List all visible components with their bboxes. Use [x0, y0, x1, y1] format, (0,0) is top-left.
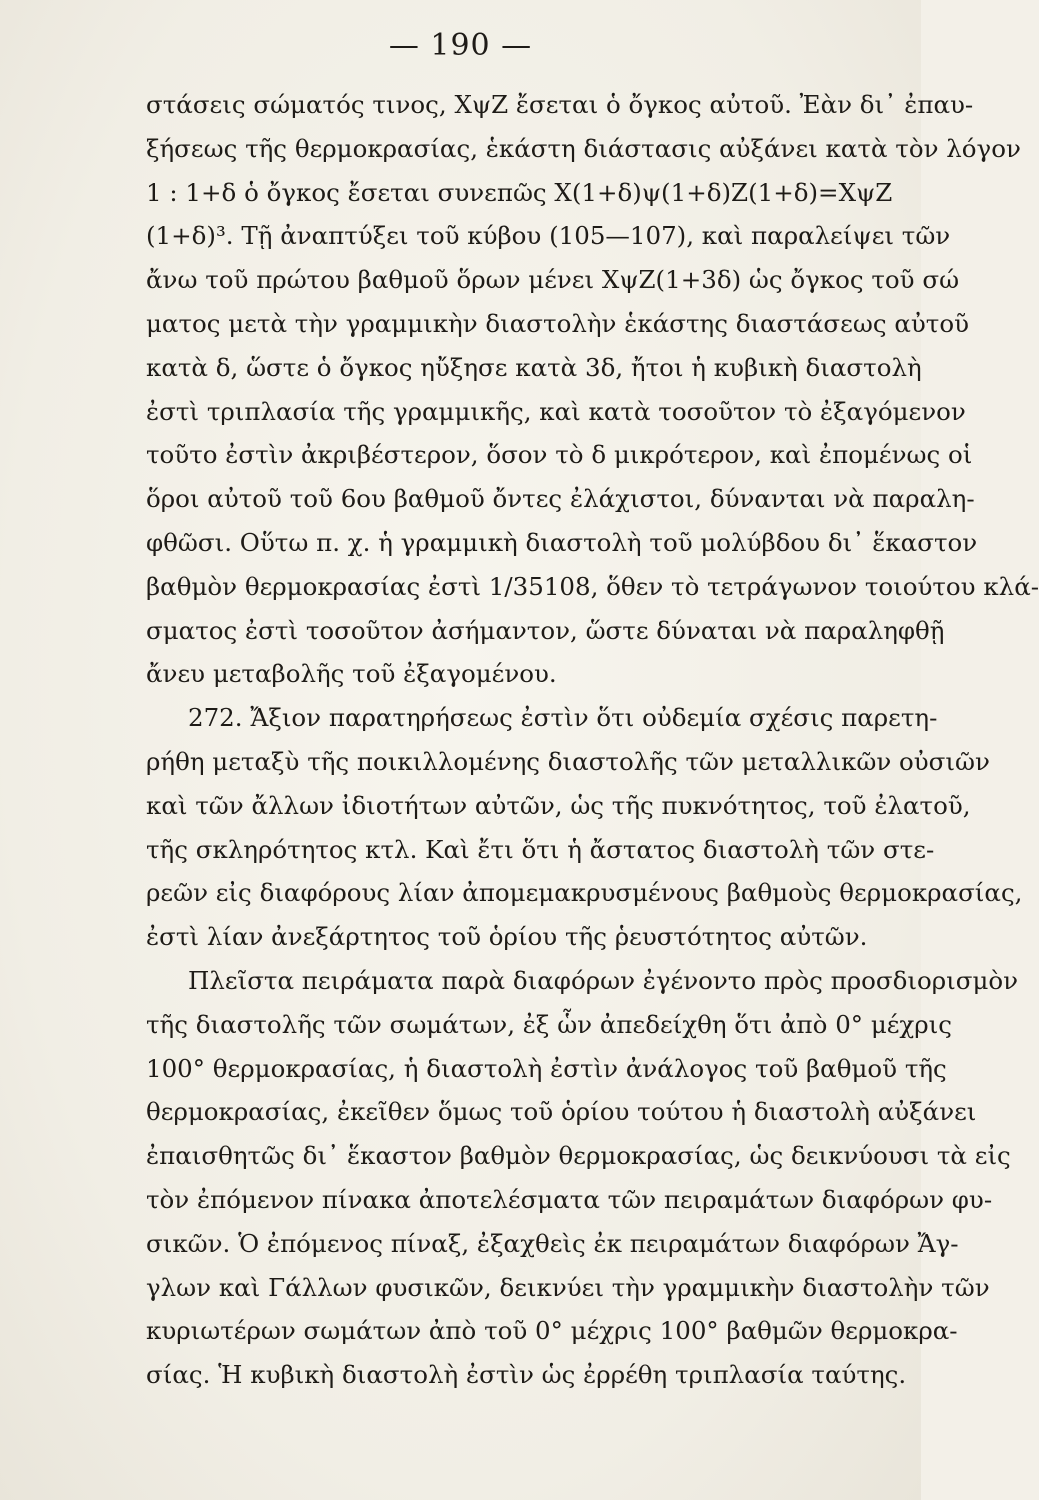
- text-line: κυριωτέρων σωμάτων ἀπὸ τοῦ 0° μέχρις 100° βαθμῶν θερμοκρα-: [146, 1316, 958, 1346]
- text-line: φθῶσι. Οὕτω π. χ. ἡ γραμμικὴ διαστολὴ τοῦ μολύβδου δι᾽ ἕκαστον: [146, 527, 978, 557]
- text-line: ἄνω τοῦ πρώτου βαθμοῦ ὅρων μένει ΧψΖ(1+3δ) ὡς ὄγκος τοῦ σώ: [146, 265, 960, 295]
- text-line: σματος ἐστὶ τοσοῦτον ἀσήμαντον, ὥστε δύναται νὰ παραληφθῇ: [146, 615, 945, 645]
- text-line: 272. Ἄξιον παρατηρήσεως ἐστὶν ὅτι οὐδεμία σχέσις παρετη-: [188, 703, 938, 733]
- text-line: ἐπαισθητῶς δι᾽ ἕκαστον βαθμὸν θερμοκρασίας, ὡς δεικνύουσι τὰ εἰς: [146, 1141, 1011, 1171]
- text-line: ξήσεως τῆς θερμοκρασίας, ἑκάστη διάστασις αὐξάνει κατὰ τὸν λόγον: [146, 133, 1021, 163]
- text-line: ρεῶν εἰς διαφόρους λίαν ἀπομεμακρυσμένους βαθμοὺς θερμοκρασίας,: [146, 878, 1023, 908]
- text-line: σίας. Ἡ κυβικὴ διαστολὴ ἐστὶν ὡς ἐρρέθη τριπλασία ταύτης.: [146, 1360, 907, 1390]
- text-line: βαθμὸν θερμοκρασίας ἐστὶ 1/35108, ὅθεν τὸ τετράγωνον τοιούτου κλά-: [146, 571, 1039, 601]
- text-line: τῆς σκληρότητος κτλ. Καὶ ἔτι ὅτι ἡ ἄστατος διαστολὴ τῶν στε-: [146, 834, 935, 864]
- text-line: Πλεῖστα πειράματα παρὰ διαφόρων ἐγένοντο πρὸς προσδιορισμὸν: [188, 965, 1019, 995]
- text-line: τῆς διαστολῆς τῶν σωμάτων, ἐξ ὧν ἀπεδείχθη ὅτι ἀπὸ 0° μέχρις: [146, 1009, 953, 1039]
- text-line: στάσεις σώματός τινος, ΧψΖ ἔσεται ὁ ὄγκος αὐτοῦ. Ἐὰν δι᾽ ἐπαυ-: [146, 90, 974, 119]
- text-line: ὅροι αὐτοῦ τοῦ 6ου βαθμοῦ ὄντες ἐλάχιστοι, δύνανται νὰ παραλη-: [146, 484, 975, 514]
- text-line: ἐστὶ τριπλασία τῆς γραμμικῆς, καὶ κατὰ τοσοῦτον τὸ ἐξαγόμενον: [146, 396, 966, 426]
- text-line: (1+δ)³. Τῇ ἀναπτύξει τοῦ κύβου (105—107), καὶ παραλείψει τῶν: [146, 221, 951, 251]
- text-line: γλων καὶ Γάλλων φυσικῶν, δεικνύει τὴν γραμμικὴν διαστολὴν τῶν: [146, 1272, 990, 1302]
- text-line: ματος μετὰ τὴν γραμμικὴν διαστολὴν ἑκάστης διαστάσεως αὐτοῦ: [146, 308, 969, 338]
- text-line: 100° θερμοκρασίας, ἡ διαστολὴ ἐστὶν ἀνάλογος τοῦ βαθμοῦ τῆς: [146, 1053, 947, 1083]
- text-line: 1 : 1+δ ὁ ὄγκος ἔσεται συνεπῶς Χ(1+δ)ψ(1+δ)Ζ(1+δ)=ΧψΖ: [146, 177, 893, 207]
- text-body: [146, 83, 1039, 1397]
- text-line: ἐστὶ λίαν ἀνεξάρτητος τοῦ ὁρίου τῆς ῥευστότητος αὐτῶν.: [146, 922, 868, 952]
- text-line: κατὰ δ, ὥστε ὁ ὄγκος ηὔξησε κατὰ 3δ, ἤτοι ἡ κυβικὴ διαστολὴ: [146, 352, 922, 382]
- page-number: — 190 —: [388, 28, 533, 63]
- text-line: τὸν ἐπόμενον πίνακα ἀποτελέσματα τῶν πειραμάτων διαφόρων φυ-: [146, 1184, 993, 1214]
- text-line: σικῶν. Ὁ ἐπόμενος πίναξ, ἐξαχθεὶς ἐκ πειραμάτων διαφόρων Ἄγ-: [146, 1228, 959, 1258]
- text-line: ρήθη μεταξὺ τῆς ποικιλλομένης διαστολῆς τῶν μεταλλικῶν οὐσιῶν: [146, 746, 990, 776]
- text-line: ἄνευ μεταβολῆς τοῦ ἐξαγομένου.: [146, 659, 557, 689]
- text-line: καὶ τῶν ἄλλων ἰδιοτήτων αὐτῶν, ὡς τῆς πυκνότητος, τοῦ ἐλατοῦ,: [146, 790, 971, 820]
- text-line: τοῦτο ἐστὶν ἀκριβέστερον, ὅσον τὸ δ μικρότερον, καὶ ἐπομένως οἱ: [146, 440, 973, 470]
- text-line: θερμοκρασίας, ἐκεῖθεν ὅμως τοῦ ὁρίου τούτου ἡ διαστολὴ αὐξάνει: [146, 1097, 977, 1127]
